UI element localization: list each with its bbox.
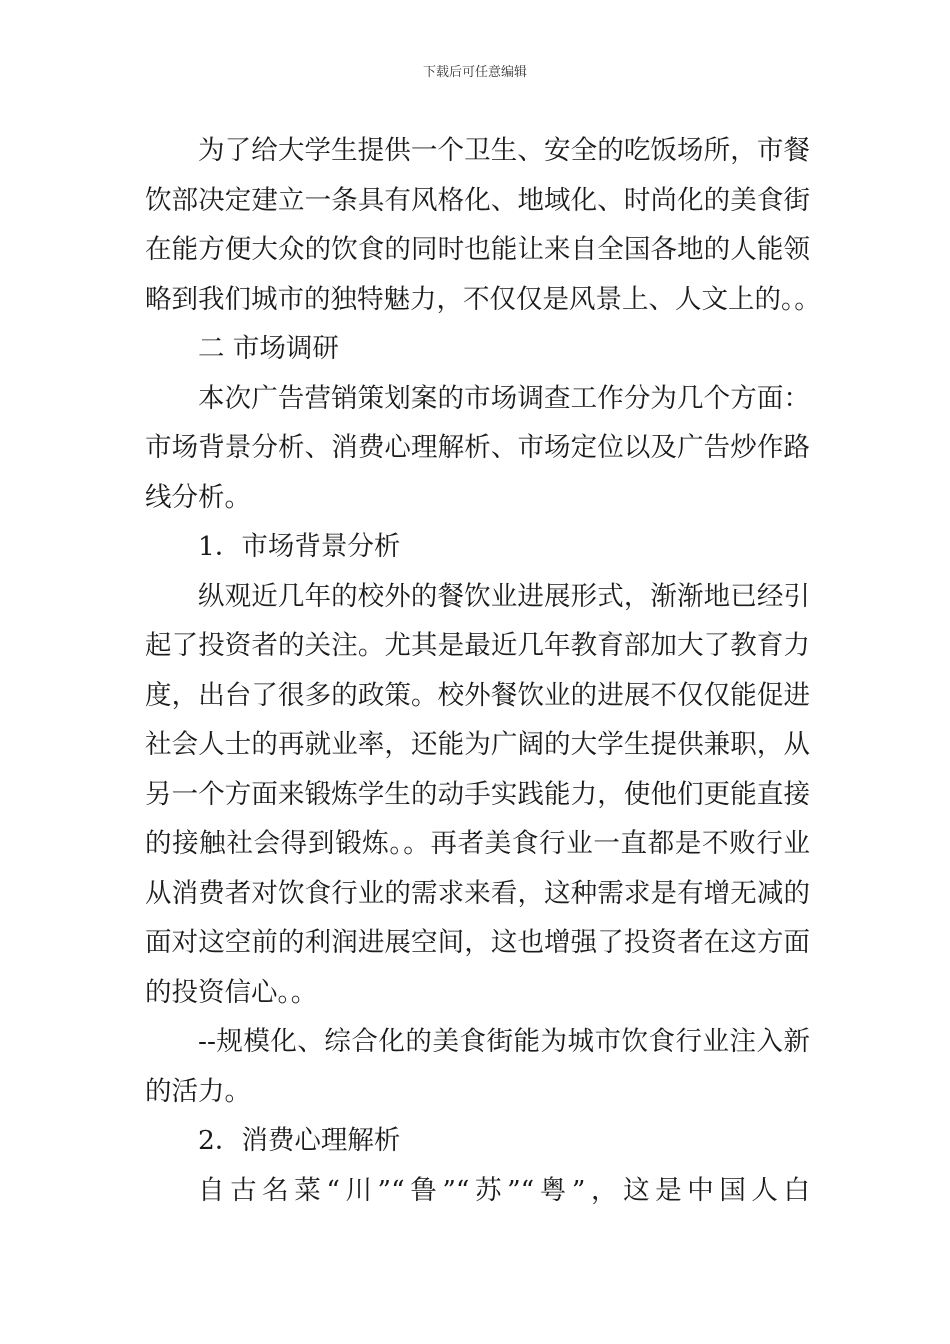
text-line: 面对这空前的利润进展空间，这也增强了投资者在这方面 xyxy=(145,927,810,958)
text-line: 从消费者对饮食行业的需求来看，这种需求是有增无减的 xyxy=(145,877,810,909)
text-line: 度，出台了很多的政策。校外餐饮业的进展不仅仅能促进 xyxy=(145,679,810,711)
text-line: 在能方便大众的饮食的同时也能让来自全国各地的人能领 xyxy=(145,234,810,265)
text-line: 的活力。 xyxy=(145,1075,251,1107)
text-line: 市场背景分析、消费心理解析、市场定位以及广告炒作路 xyxy=(145,432,810,463)
text-line: 1．市场背景分析 xyxy=(198,531,401,562)
text-line: 略到我们城市的独特魅力，不仅仅是风景上、人文上的。。 xyxy=(145,283,821,315)
text-line: 另一个方面来锻炼学生的动手实践能力，使他们更能直接 xyxy=(145,778,810,810)
text-line: 饮部决定建立一条具有风格化、地域化、时尚化的美食街 xyxy=(145,184,810,216)
text-line: 二 市场调研 xyxy=(198,333,339,364)
text-line: --规模化、综合化的美食街能为城市饮食行业注入新 xyxy=(198,1026,810,1057)
text-line: 线分析。 xyxy=(145,481,251,513)
text-line: 2．消费心理解析 xyxy=(198,1125,401,1156)
text-line: 起了投资者的关注。尤其是最近几年教育部加大了教育力 xyxy=(145,630,810,661)
text-line: 的投资信心。。 xyxy=(145,976,318,1008)
text-line: 本次广告营销策划案的市场调查工作分为几个方面： xyxy=(198,382,810,414)
document-body xyxy=(145,126,821,1215)
text-line: 的接触社会得到锻炼。。再者美食行业一直都是不败行业 xyxy=(145,828,810,859)
text-line: 纵观近几年的校外的餐饮业进展形式，渐渐地已经引 xyxy=(198,580,810,612)
text-line: 自古名菜“川”“鲁”“苏”“粤”，这是中国人白 xyxy=(198,1174,810,1206)
text-line: 社会人士的再就业率，还能为广阔的大学生提供兼职，从 xyxy=(145,729,810,760)
page-header-note: 下载后可任意编辑 xyxy=(422,65,527,80)
text-line: 为了给大学生提供一个卫生、安全的吃饭场所，市餐 xyxy=(198,135,810,166)
